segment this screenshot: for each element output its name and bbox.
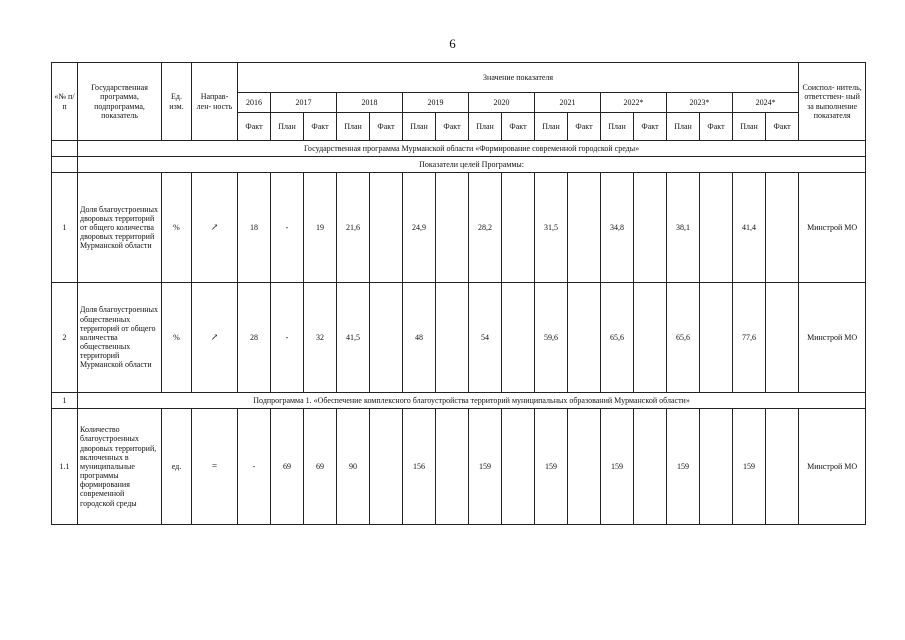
direction-equal-icon: = [211, 461, 218, 472]
value-cell: 32 [304, 283, 337, 393]
direction-up-icon: ↗ [210, 222, 219, 233]
value-cell: 90 [337, 409, 370, 525]
row-responsible: Минстрой МО [799, 173, 866, 283]
section-blank [52, 141, 78, 157]
value-cell: 34,8 [601, 173, 634, 283]
value-cell: 69 [271, 409, 304, 525]
year-2021: 2021 [535, 93, 601, 113]
year-2020: 2020 [469, 93, 535, 113]
value-cell [568, 409, 601, 525]
table-row [52, 283, 866, 393]
value-cell: 159 [733, 409, 766, 525]
subheader-fact: Факт [370, 113, 403, 141]
value-cell: 65,6 [601, 283, 634, 393]
value-cell: 159 [535, 409, 568, 525]
subprogram-title: Подпрограмма 1. «Обеспечение комплексного благоустройства территорий муниципальных образований Мурманской области» [78, 393, 866, 409]
value-cell: 19 [304, 173, 337, 283]
value-cell: 48 [403, 283, 436, 393]
value-cell: 69 [304, 409, 337, 525]
value-cell [502, 173, 535, 283]
value-cell [436, 409, 469, 525]
year-2016: 2016 [238, 93, 271, 113]
subheader-fact: Факт [568, 113, 601, 141]
row-responsible: Минстрой МО [799, 409, 866, 525]
page-number: 6 [449, 36, 456, 51]
value-cell [766, 283, 799, 393]
subheader-fact: Факт [436, 113, 469, 141]
value-cell: 41,4 [733, 173, 766, 283]
value-cell [370, 409, 403, 525]
state-program-title: Государственная программа Мурманской области «Формирование современной городской среды» [78, 141, 866, 157]
value-cell [568, 283, 601, 393]
header-responsible: Соиспол- нитель, ответствен- ный за выполнение показателя [799, 63, 866, 141]
row-unit: % [162, 283, 192, 393]
subheader-plan: План [403, 113, 436, 141]
value-cell: 24,9 [403, 173, 436, 283]
row-indicator-name: Доля благоустроенных общественных территорий от общего количества общественных территорий Мурманской области [78, 283, 162, 393]
row-direction [192, 409, 238, 525]
row-indicator-name: Доля благоустроенных дворовых территорий от общего количества дворовых территорий Мурманской области [78, 173, 162, 283]
row-num: 2 [52, 283, 78, 393]
value-cell [568, 173, 601, 283]
value-cell [502, 409, 535, 525]
value-cell: - [238, 409, 271, 525]
row-direction [192, 173, 238, 283]
year-2019: 2019 [403, 93, 469, 113]
subheader-fact: Факт [634, 113, 667, 141]
value-cell [370, 283, 403, 393]
row-direction [192, 283, 238, 393]
year-2024: 2024* [733, 93, 799, 113]
value-cell: 21,6 [337, 173, 370, 283]
indicators-table [51, 62, 866, 525]
value-cell: 38,1 [667, 173, 700, 283]
header-num: «№ п/п [52, 63, 78, 141]
value-cell [700, 173, 733, 283]
value-cell: 77,6 [733, 283, 766, 393]
value-cell [634, 409, 667, 525]
subheader-plan: План [601, 113, 634, 141]
value-cell: 65,6 [667, 283, 700, 393]
row-indicator-name: Количество благоустроенных дворовых территорий, включенных в муниципальные программы формирования современной городской среды [78, 409, 162, 525]
value-cell [634, 173, 667, 283]
subheader-plan: План [271, 113, 304, 141]
row-responsible: Минстрой МО [799, 283, 866, 393]
value-cell: 54 [469, 283, 502, 393]
row-unit: % [162, 173, 192, 283]
year-2022: 2022* [601, 93, 667, 113]
value-cell [370, 173, 403, 283]
subheader-fact: Факт [304, 113, 337, 141]
table-row [52, 409, 866, 525]
row-num: 1.1 [52, 409, 78, 525]
value-cell: 41,5 [337, 283, 370, 393]
value-cell [436, 283, 469, 393]
header-unit: Ед. изм. [162, 63, 192, 141]
year-2018: 2018 [337, 93, 403, 113]
row-num: 1 [52, 173, 78, 283]
subheader-plan: План [667, 113, 700, 141]
value-cell: - [271, 283, 304, 393]
value-cell [700, 409, 733, 525]
value-cell: 159 [601, 409, 634, 525]
header-name: Государственная программа, подпрограмма, показатель [78, 63, 162, 141]
value-cell: 28 [238, 283, 271, 393]
value-cell: 156 [403, 409, 436, 525]
subheader-fact: Факт [766, 113, 799, 141]
subprogram-num: 1 [52, 393, 78, 409]
year-2023: 2023* [667, 93, 733, 113]
value-cell [700, 283, 733, 393]
value-cell: 159 [469, 409, 502, 525]
year-2017: 2017 [271, 93, 337, 113]
value-cell [766, 173, 799, 283]
header-direction: Направ- лен- ность [192, 63, 238, 141]
subheader-plan: План [337, 113, 370, 141]
row-unit: ед. [162, 409, 192, 525]
value-cell: 159 [667, 409, 700, 525]
value-cell: 28,2 [469, 173, 502, 283]
value-cell: 59,6 [535, 283, 568, 393]
subheader-fact: Факт [238, 113, 271, 141]
table-row [52, 173, 866, 283]
subheader-fact: Факт [700, 113, 733, 141]
value-cell [436, 173, 469, 283]
direction-up-icon: ↗ [210, 332, 219, 343]
section-blank [52, 157, 78, 173]
header-values: Значение показателя [238, 63, 799, 93]
goals-title: Показатели целей Программы: [78, 157, 866, 173]
subheader-plan: План [469, 113, 502, 141]
subheader-fact: Факт [502, 113, 535, 141]
value-cell [634, 283, 667, 393]
subheader-plan: План [535, 113, 568, 141]
subheader-plan: План [733, 113, 766, 141]
value-cell [766, 409, 799, 525]
value-cell: 18 [238, 173, 271, 283]
value-cell [502, 283, 535, 393]
value-cell: - [271, 173, 304, 283]
value-cell: 31,5 [535, 173, 568, 283]
